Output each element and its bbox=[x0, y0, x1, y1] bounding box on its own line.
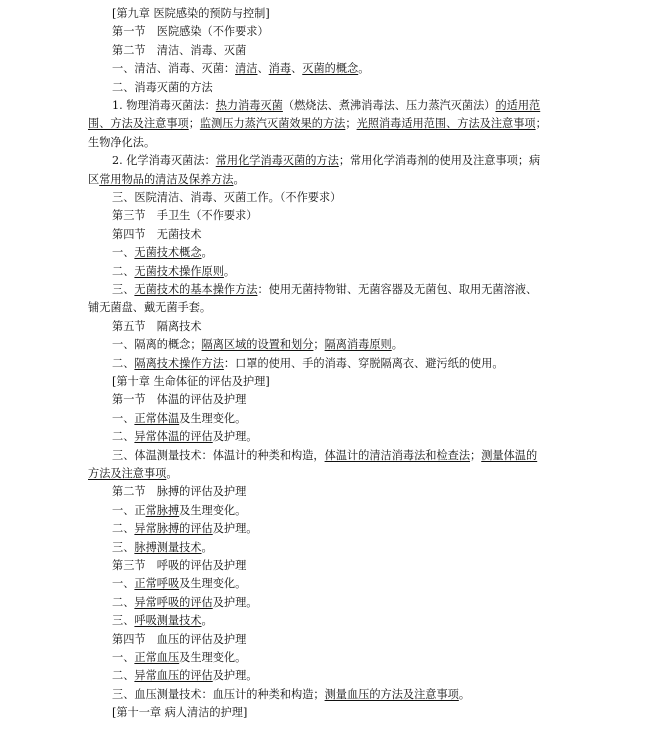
text-segment: 第二节 清洁、消毒、灭菌 bbox=[112, 43, 247, 57]
text-segment: 二、 bbox=[112, 669, 135, 683]
underlined-text: 无菌技术概念 bbox=[134, 246, 202, 260]
text-segment: 。 bbox=[201, 614, 213, 628]
text-segment: 及护理。 bbox=[212, 430, 258, 444]
text-line bbox=[112, 207, 608, 225]
text-segment: 区 bbox=[88, 172, 100, 186]
text-segment: 、 bbox=[257, 62, 269, 76]
text-segment: 二、 bbox=[112, 522, 135, 536]
text-segment: 及生理变化。 bbox=[179, 577, 247, 591]
text-line bbox=[88, 465, 584, 483]
text-line bbox=[112, 336, 608, 354]
text-segment: ； bbox=[535, 117, 547, 131]
text-line bbox=[112, 5, 608, 23]
text-line bbox=[88, 134, 584, 152]
underlined-text: 常脉搏 bbox=[145, 503, 180, 517]
text-segment: 。 bbox=[391, 338, 403, 352]
underlined-text: 热力消毒灭菌 bbox=[215, 99, 283, 112]
underlined-text: 脉搏测量技术 bbox=[134, 540, 202, 554]
text-segment: 、 bbox=[291, 62, 303, 76]
text-segment: 第三节 呼吸的评估及护理 bbox=[112, 559, 247, 572]
text-line bbox=[112, 42, 608, 60]
text-line bbox=[112, 79, 608, 97]
text-line bbox=[112, 263, 608, 281]
text-line bbox=[112, 575, 608, 593]
text-segment: 第五节 隔离技术 bbox=[112, 319, 202, 333]
text-line bbox=[88, 171, 584, 189]
underlined-text: 无菌技术操作原则 bbox=[134, 264, 224, 278]
text-line bbox=[112, 373, 608, 391]
text-segment: 及生理变化。 bbox=[179, 651, 247, 664]
text-segment: （燃烧法、煮沸消毒法、压力蒸汽灭菌法） bbox=[282, 99, 496, 112]
text-segment: 第二节 脉搏的评估及护理 bbox=[112, 485, 247, 499]
text-line bbox=[112, 152, 608, 170]
underlined-text: 清洁 bbox=[235, 62, 258, 76]
text-segment: [第九章 医院感染的预防与控制] bbox=[112, 7, 270, 20]
text-segment: 。 bbox=[201, 540, 213, 554]
text-segment: ； bbox=[188, 117, 200, 131]
text-line bbox=[112, 189, 608, 207]
text-segment: 二、 bbox=[112, 430, 135, 444]
text-segment: 。 bbox=[201, 246, 213, 260]
text-segment: 二、消毒灭菌的方法 bbox=[112, 80, 213, 94]
text-segment: 。 bbox=[233, 172, 245, 186]
text-line bbox=[112, 318, 608, 336]
underlined-text: 呼吸测量技术 bbox=[134, 614, 202, 628]
text-line bbox=[112, 244, 608, 262]
text-segment: ； bbox=[345, 117, 357, 131]
text-line bbox=[112, 355, 608, 373]
text-segment: [第十一章 病人清洁的护理] bbox=[112, 706, 248, 720]
text-segment: ；常用化学消毒剂的使用及注意事项；病 bbox=[338, 154, 541, 168]
underlined-text: 监测压力蒸汽灭菌效果的方法 bbox=[199, 117, 346, 131]
text-segment: ； bbox=[313, 338, 325, 352]
text-segment: 及护理。 bbox=[212, 522, 258, 536]
underlined-text: 正常血压 bbox=[134, 651, 180, 664]
underlined-text: 无菌技术的基本操作方法 bbox=[134, 283, 258, 296]
text-segment: ：使用无菌持物钳、无菌容器及无菌包、取用无菌溶液、 bbox=[257, 283, 538, 296]
underlined-text: 常用化学消毒灭菌的方法 bbox=[215, 154, 339, 168]
text-segment: 一、 bbox=[112, 411, 135, 425]
text-segment: 铺无菌盘、戴无菌手套。 bbox=[88, 301, 212, 315]
text-segment: 一、正 bbox=[112, 503, 146, 517]
text-line bbox=[112, 502, 608, 520]
text-segment: 。 bbox=[166, 467, 178, 480]
text-segment: 第三节 手卫生（不作要求） bbox=[112, 209, 258, 223]
underlined-text: 测量体温的 bbox=[481, 448, 538, 462]
underlined-text: 体温计的清洁消毒法和检查法 bbox=[324, 448, 471, 462]
underlined-text: 异常呼吸的评估 bbox=[134, 595, 213, 609]
text-segment: 二、 bbox=[112, 264, 135, 278]
text-segment: 三、医院清洁、消毒、灭菌工作。（不作要求） bbox=[112, 191, 342, 204]
text-segment: 及护理。 bbox=[212, 669, 258, 683]
text-line bbox=[112, 686, 608, 704]
text-line bbox=[112, 97, 608, 115]
underlined-text: 异常体温的评估 bbox=[134, 430, 213, 444]
text-line bbox=[112, 483, 608, 501]
text-line bbox=[112, 447, 608, 465]
text-segment: 生物净化法。 bbox=[88, 135, 156, 149]
text-line bbox=[112, 612, 608, 630]
text-segment: 一、清洁、消毒、灭菌： bbox=[112, 62, 236, 76]
text-line bbox=[112, 539, 608, 557]
text-line bbox=[112, 226, 608, 244]
text-segment: 三、 bbox=[112, 614, 135, 628]
text-segment: 及护理。 bbox=[212, 595, 258, 609]
text-segment: 及生理变化。 bbox=[179, 411, 247, 425]
underlined-text: 常用物品的清洁及保养方法 bbox=[99, 172, 234, 186]
text-segment: 。 bbox=[223, 264, 236, 278]
text-segment: 第四节 血压的评估及护理 bbox=[112, 632, 247, 646]
text-line bbox=[112, 557, 608, 575]
underlined-text: 隔离消毒原则 bbox=[324, 338, 392, 352]
text-line bbox=[112, 428, 608, 446]
text-line bbox=[88, 299, 584, 317]
text-segment: 。 bbox=[358, 62, 370, 76]
text-segment: 三、血压测量技术：血压计的种类和构造； bbox=[112, 687, 325, 701]
text-line bbox=[112, 594, 608, 612]
text-line bbox=[88, 115, 584, 133]
text-segment: 三、 bbox=[112, 540, 135, 554]
underlined-text: 光照消毒适用范围、方法及注意事项 bbox=[356, 117, 536, 131]
text-segment: 第四节 无菌技术 bbox=[112, 227, 202, 241]
text-line bbox=[112, 649, 608, 667]
underlined-text: 围、方法及注意事项 bbox=[88, 117, 189, 131]
text-segment: 一、 bbox=[112, 246, 135, 260]
underlined-text: 正常体温 bbox=[134, 411, 180, 425]
underlined-text: 异常脉搏的评估 bbox=[134, 522, 213, 536]
underlined-text: 隔离技术操作方法 bbox=[134, 356, 224, 370]
text-line bbox=[112, 667, 608, 685]
text-segment: 一、隔离的概念； bbox=[112, 338, 202, 352]
text-segment: 二、 bbox=[112, 356, 135, 370]
text-segment: 一、 bbox=[112, 577, 135, 591]
underlined-text: 异常血压的评估 bbox=[134, 669, 213, 683]
underlined-text: 正常呼吸 bbox=[134, 577, 180, 591]
text-line bbox=[112, 631, 608, 649]
text-segment: ； bbox=[470, 448, 482, 462]
text-segment: 第一节 医院感染（不作要求） bbox=[112, 25, 269, 39]
underlined-text: 方法及注意事项 bbox=[88, 467, 167, 480]
text-line bbox=[112, 704, 608, 722]
text-segment: 1. 物理消毒灭菌法： bbox=[112, 99, 216, 112]
text-segment: 及生理变化。 bbox=[179, 503, 247, 517]
text-line bbox=[112, 60, 608, 78]
text-segment: [第十章 生命体征的评估及护理] bbox=[112, 375, 270, 388]
text-segment: 三、 bbox=[112, 283, 135, 296]
underlined-text: 测量血压的方法及注意事项 bbox=[324, 687, 459, 701]
text-line bbox=[112, 410, 608, 428]
text-segment: 2. 化学消毒灭菌法： bbox=[112, 154, 216, 168]
text-segment: 第一节 体温的评估及护理 bbox=[112, 393, 247, 407]
text-line bbox=[112, 23, 608, 41]
underlined-text: 的适用范 bbox=[495, 99, 541, 112]
text-segment: 一、 bbox=[112, 651, 135, 664]
text-segment: ：口罩的使用、手的消毒、穿脱隔离衣、避污纸的使用。 bbox=[223, 356, 504, 370]
text-segment: 。 bbox=[458, 687, 471, 701]
underlined-text: 灭菌的概念 bbox=[302, 62, 359, 76]
text-line bbox=[112, 391, 608, 409]
text-line bbox=[112, 520, 608, 538]
text-segment: 三、体温测量技术：体温计的种类和构造， bbox=[112, 448, 325, 462]
text-segment: 二、 bbox=[112, 595, 135, 609]
underlined-text: 隔离区域的设置和划分 bbox=[201, 338, 314, 352]
underlined-text: 消毒 bbox=[268, 62, 292, 76]
text-line bbox=[112, 281, 608, 299]
